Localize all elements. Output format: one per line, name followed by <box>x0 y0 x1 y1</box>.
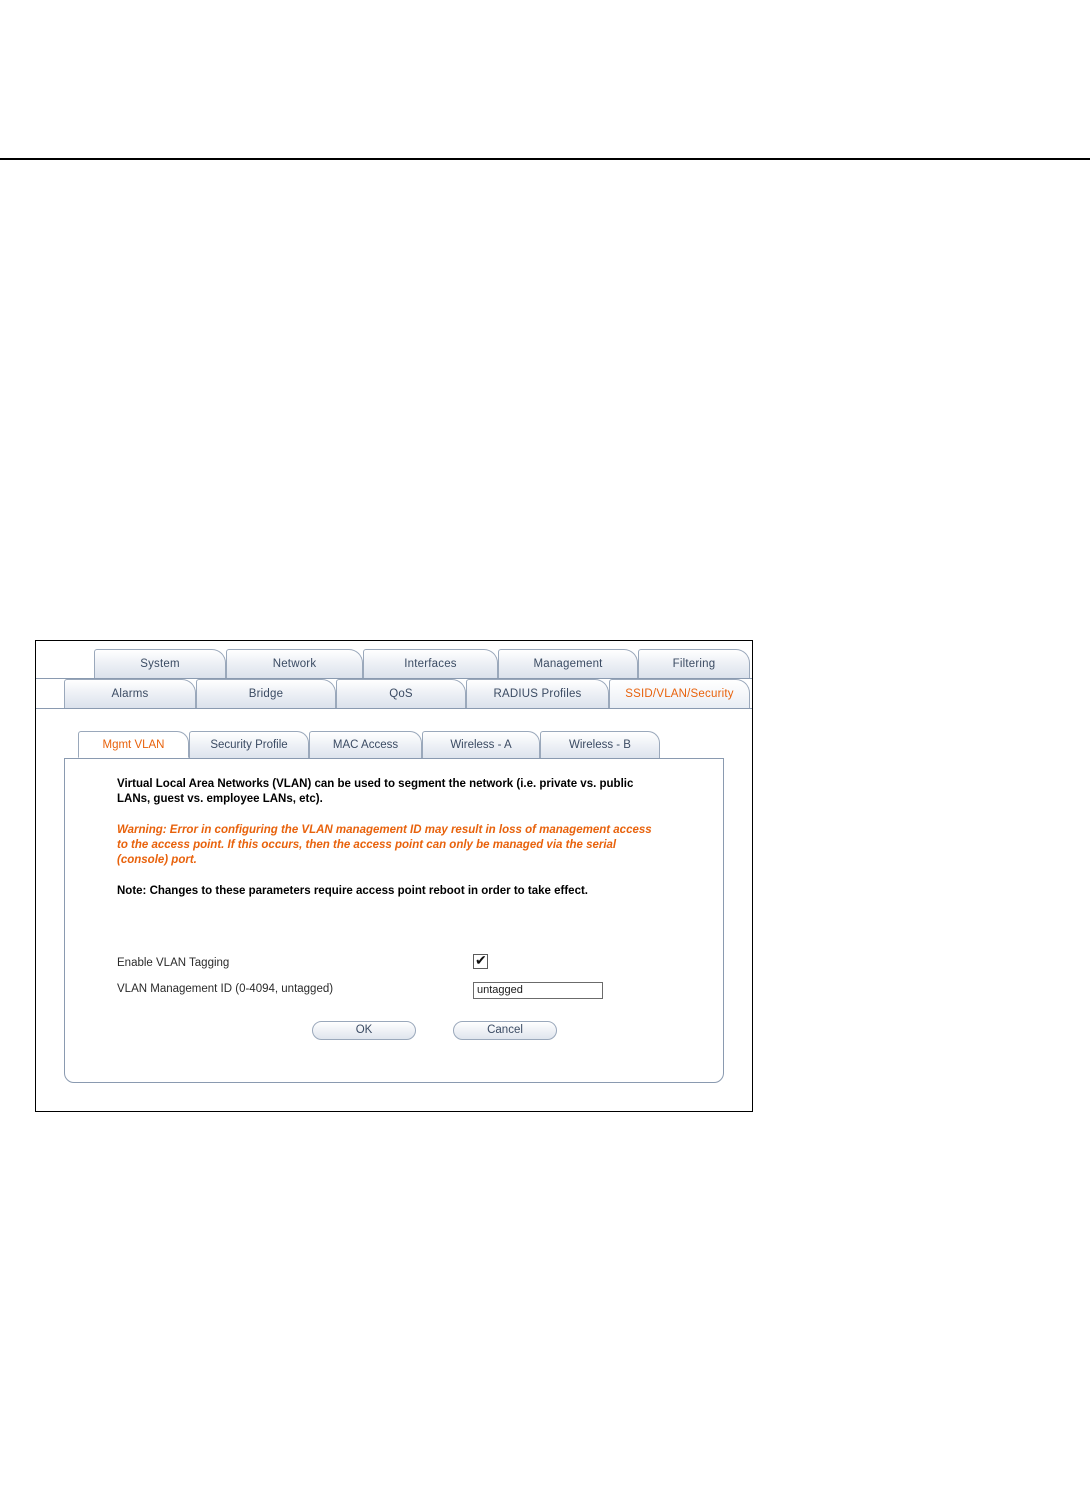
cancel-button[interactable]: Cancel <box>453 1021 557 1040</box>
tab-alarms[interactable]: Alarms <box>64 679 196 708</box>
row-enable-vlan-tagging <box>117 954 677 980</box>
subtab-mgmt-vlan[interactable]: Mgmt VLAN <box>78 731 189 758</box>
row-vlan-management-id <box>117 980 677 1006</box>
enable-vlan-tagging-label: Enable VLAN Tagging <box>117 957 230 969</box>
tab-interfaces[interactable]: Interfaces <box>363 649 498 678</box>
mgmt-vlan-panel <box>64 758 724 1083</box>
ok-button[interactable]: OK <box>312 1021 416 1040</box>
inner-tab-row <box>64 731 724 759</box>
tab-filtering[interactable]: Filtering <box>638 649 750 678</box>
subtab-wireless-b[interactable]: Wireless - B <box>540 731 660 758</box>
tab-bridge[interactable]: Bridge <box>196 679 336 708</box>
tab-ssid-vlan-security[interactable]: SSID/VLAN/Security <box>609 679 750 708</box>
page-divider-rule <box>0 158 1090 160</box>
tab-system[interactable]: System <box>94 649 226 678</box>
checkmark-icon: ✔ <box>475 952 487 968</box>
panel-text-block <box>117 777 677 899</box>
vlan-intro-text: Virtual Local Area Networks (VLAN) can be used to segment the network (i.e. private vs. public LANs, guest vs. employee LANs, etc). <box>117 778 634 805</box>
enable-vlan-tagging-checkbox[interactable] <box>473 954 488 969</box>
access-point-config-screenshot <box>35 640 753 1112</box>
vlan-management-id-input[interactable] <box>473 982 603 999</box>
vlan-warning-text: Warning: Error in configuring the VLAN management ID may result in loss of management access to the access point. If this occurs, then the access point can only be managed via the serial (console) port. <box>117 824 652 866</box>
tab-row-2-baseline <box>36 708 752 709</box>
tab-management[interactable]: Management <box>498 649 638 678</box>
subtab-wireless-a[interactable]: Wireless - A <box>422 731 540 758</box>
vlan-management-id-control[interactable] <box>473 980 603 999</box>
subtab-security-profile[interactable]: Security Profile <box>189 731 309 758</box>
outer-tab-row-1 <box>36 649 752 679</box>
vlan-note-text: Note: Changes to these parameters require access point reboot in order to take effect. <box>117 885 588 897</box>
tab-network[interactable]: Network <box>226 649 363 678</box>
panel-buttons <box>250 1021 650 1043</box>
tab-radius-profiles[interactable]: RADIUS Profiles <box>466 679 609 708</box>
enable-vlan-tagging-control[interactable] <box>473 954 488 974</box>
vlan-form <box>117 954 677 1006</box>
tab-qos[interactable]: QoS <box>336 679 466 708</box>
vlan-management-id-label: VLAN Management ID (0-4094, untagged) <box>117 983 334 995</box>
outer-tab-row-2 <box>36 679 752 709</box>
subtab-mac-access[interactable]: MAC Access <box>309 731 422 758</box>
